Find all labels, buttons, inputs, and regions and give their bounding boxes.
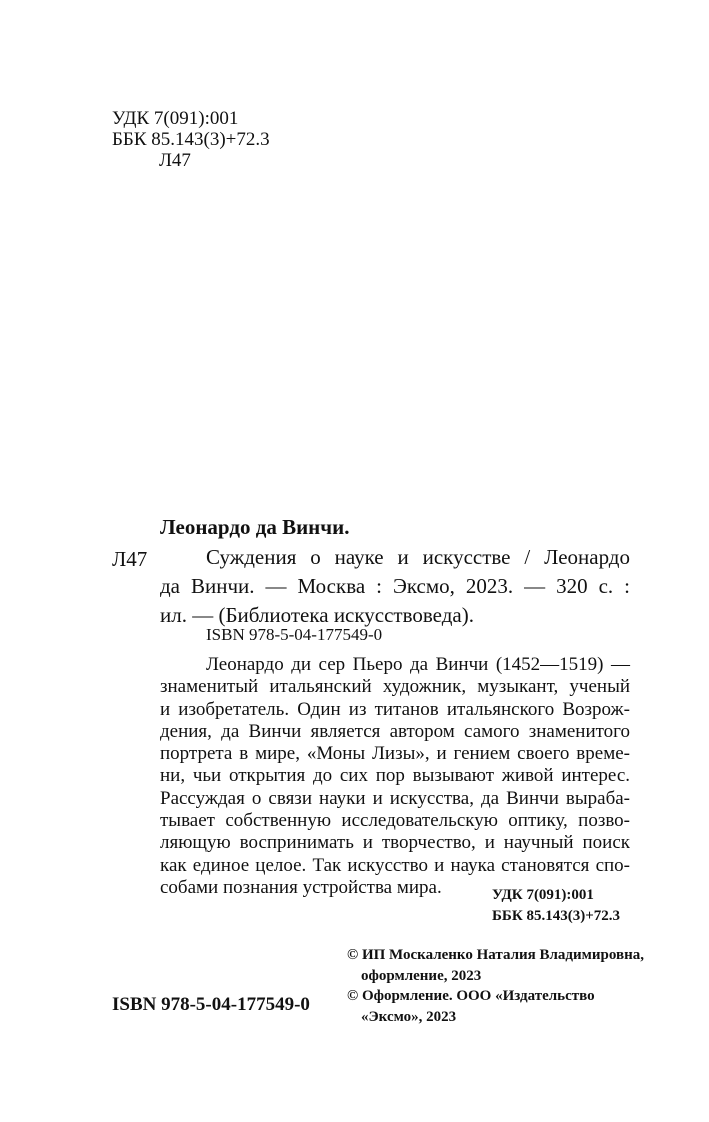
annotation-line: дения, да Винчи является автором самого знаменитого — [160, 720, 630, 742]
annotation-line: портрета в мире, «Моны Лизы», и гением своего време- — [160, 743, 630, 765]
citation-line: Суждения о науке и искусстве / Леонардо — [206, 545, 630, 569]
udk-code: УДК 7(091):001 — [112, 108, 239, 129]
citation-line: да Винчи. — Москва : Эксмо, 2023. — 320 с. : — [160, 574, 630, 598]
copyright-line: оформление, 2023 — [361, 967, 482, 984]
annotation-line: Леонардо ди сер Пьеро да Винчи (1452—1519) — — [206, 654, 630, 675]
bbk-code: ББК 85.143(3)+72.3 — [112, 129, 270, 150]
footer-isbn: ISBN 978-5-04-177549-0 — [112, 994, 310, 1015]
record-isbn: ISBN 978-5-04-177549-0 — [206, 625, 383, 644]
annotation-line: собами познания устройства мира. — [160, 876, 442, 898]
annotation-line: и изобретатель. Один из титанов итальянского Возрож- — [160, 698, 630, 720]
copyright-block — [347, 945, 644, 1027]
copyright-line: © ИП Москаленко Наталия Владимировна, — [347, 947, 644, 963]
record-citation — [160, 543, 630, 630]
copyright-line: © Оформление. ООО «Издательство — [347, 988, 595, 1004]
copyright-line: «Эксмо», 2023 — [361, 1008, 457, 1025]
annotation-line: ляющую воспринимать и творчество, и научный поиск — [160, 832, 630, 854]
annotation — [160, 654, 630, 899]
annotation-line: тывает собственную исследовательскую оптику, позво- — [160, 810, 630, 832]
top-classification — [112, 108, 270, 171]
annotation-line: ни, чьи открытия до сих пор вызывают живой интерес. — [160, 765, 630, 787]
udk-code: УДК 7(091):001 — [492, 887, 594, 903]
bbk-code: ББК 85.143(3)+72.3 — [492, 908, 620, 924]
bottom-classification — [492, 885, 620, 927]
record-author: Леонардо да Винчи. — [160, 515, 350, 539]
record-author-mark: Л47 — [112, 547, 148, 571]
annotation-line: Рассуждая о связи науки и искусства, да Винчи выраба- — [160, 787, 630, 809]
citation-line: ил. — (Библиотека искусствоведа). — [160, 603, 474, 627]
annotation-line: знаменитый итальянский художник, музыкант, ученый — [160, 676, 630, 698]
author-mark: Л47 — [159, 150, 191, 171]
annotation-line: как единое целое. Так искусство и наука становятся спо- — [160, 854, 630, 876]
